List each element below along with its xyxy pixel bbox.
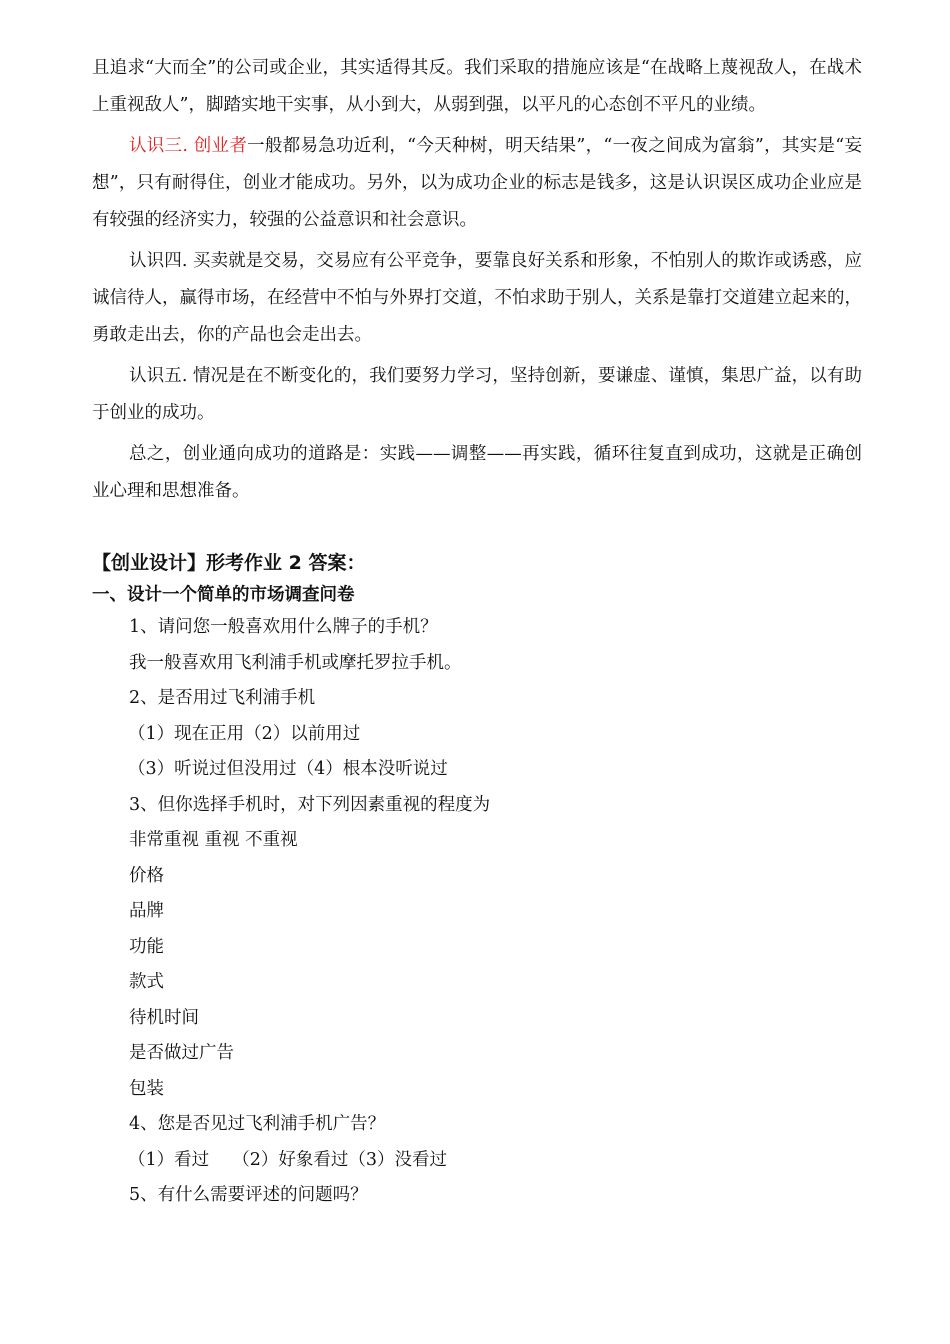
point-four-paragraph: 认识四. 买卖就是交易，交易应有公平竞争，要靠良好关系和形象，不怕别人的欺诈或诱惑，应诚信待人，赢得市场，在经营中不怕与外界打交道，不怕求助于别人，关系是靠打交道建立起来的，勇敢走出去，你的产品也会走出去。 [92,251,862,345]
question-2-options-b: （3）听说过但没用过（4）根本没听说过 [128,759,448,779]
point-three-highlight: 认识三. 创业者 [129,136,248,156]
conclusion-paragraph: 总之，创业通向成功的道路是：实践——调整——再实践，循环往复直到成功，这就是正确创业心理和思想准备。 [92,444,862,501]
document-page [92,50,862,1214]
question-1: 1、请问您一般喜欢用什么牌子的手机？ [129,617,438,637]
factor-price: 价格 [129,865,164,886]
intro-continuation-paragraph: 且追求“大而全”的公司或企业，其实适得其反。我们采取的措施应该是“在战略上蔑视敌人，在战术上重视敌人”，脚踏实地干实事，从小到大，从弱到强，以平凡的心态创不平凡的业绩。 [92,58,862,115]
factor-packaging: 包装 [129,1078,164,1099]
factor-advertised: 是否做过广告 [129,1043,234,1063]
question-4: 4、您是否见过飞利浦手机广告？ [129,1114,386,1134]
point-five-paragraph: 认识五. 情况是在不断变化的，我们要努力学习，坚持创新，要谦虚、谨慎，集思广益，以有助于创业的成功。 [92,366,862,423]
factor-style: 款式 [129,972,164,992]
factor-brand: 品牌 [129,901,164,921]
factor-standby-time: 待机时间 [129,1007,199,1028]
question-2-options-a: （1）现在正用（2）以前用过 [128,723,361,744]
questionnaire [92,610,862,1214]
question-5: 5、有什么需要评述的问题吗？ [129,1185,368,1205]
section-title: 【创业设计】形考作业 2 答案： [92,552,366,574]
question-3: 3、但你选择手机时，对下列因素重视的程度为 [129,794,491,815]
subsection-title: 一、设计一个简单的市场调查问卷 [92,585,355,605]
question-2: 2、是否用过飞利浦手机 [129,688,316,708]
question-4-options: （1）看过 （2）好象看过（3）没看过 [128,1149,447,1170]
point-three-paragraph [92,128,862,239]
factor-function: 功能 [129,936,164,957]
rating-scale: 非常重视 重视 不重视 [129,830,298,850]
point-three-text: 一般都易急功近利，“今天种树，明天结果”，“一夜之间成为富翁”，其实是“妄想”，只有耐得住，创业才能成功。另外，以为成功企业的标志是钱多，这是认识误区成功企业应是有较强的经济实力，较强的公益意识和社会意识。 [92,136,862,230]
answer-1: 我一般喜欢用飞利浦手机或摩托罗拉手机。 [129,652,462,673]
